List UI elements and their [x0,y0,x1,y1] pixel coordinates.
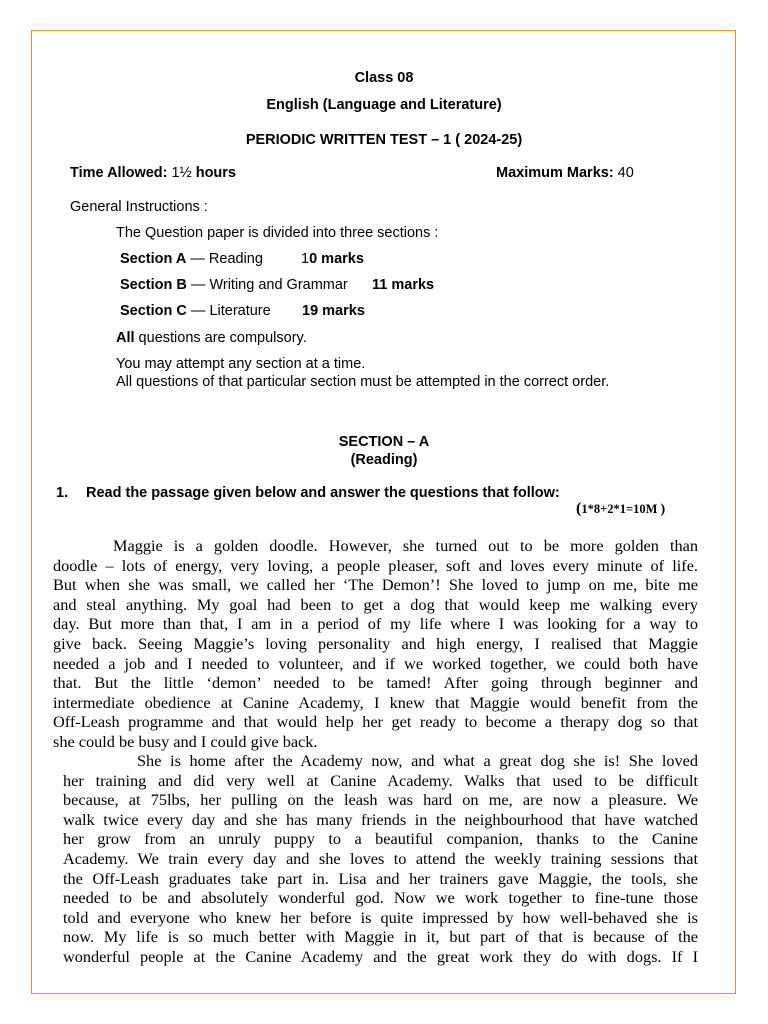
passage-line: the Off-Leash graduates take part in. Lisa and her trainers gave Maggie, the tools, she [63,868,698,888]
compulsory-text: questions are compulsory. [134,330,307,346]
maximum-marks [496,165,634,181]
section-c-marks [302,303,365,319]
test-title: PERIODIC WRITTEN TEST – 1 ( 2024-25) [245,132,523,148]
passage-line: walk twice every day and she has many friends in the neighbourhood that have watched [63,809,698,829]
passage-line: because, at 75lbs, her pulling on the leash was hard on me, are now a pleasure. We [63,790,698,810]
section-name: Section A [120,251,187,267]
section-topic: Reading [208,251,263,267]
passage-line: give back. Seeing Maggie’s loving personality and high energy, I realised that Maggie [53,633,698,653]
section-a-subtitle: (Reading) [350,452,418,468]
marks-value: 1*8+2*1=10M [581,502,658,516]
compulsory-note [116,330,307,346]
time-value: 1½ [167,165,196,181]
separator: — [186,251,209,267]
subject-heading: English (Language and Literature) [266,97,502,113]
class-heading: Class 08 [354,70,414,86]
passage-paragraph-1 [53,536,698,752]
section-name: Section B [120,277,187,293]
section-a-title: SECTION – A [338,434,430,450]
passage-line: Academy. We train every day and she loves to attend the weekly training sessions that [63,848,698,868]
passage-line: doodle – lots of energy, very loving, a people pleaser, soft and loves every minute of life. [53,555,698,575]
question-text: Read the passage given below and answer the questions that follow: [86,485,560,501]
general-instructions-title: General Instructions : [70,199,208,215]
attempt-note-1: You may attempt any section at a time. [116,356,366,372]
section-b-marks [372,277,434,293]
attempt-note-2: All questions of that particular section must be attempted in the correct order. [116,374,610,390]
time-allowed [70,165,236,181]
passage-line: her grow from an unruly puppy to a beautiful companion, thanks to the Canine [63,829,698,849]
passage-line: she could be busy and I could give back. [53,731,318,751]
marks-open-paren: ( [576,500,582,517]
time-label: Time Allowed: [70,165,168,181]
passage-line: intermediate obedience at Canine Academy, I knew that Maggie would benefit from the [53,692,698,712]
passage-line: now. My life is so much better with Maggie in it, but part of that is because of the [63,927,698,947]
marks-label: Maximum Marks: [496,165,614,181]
separator: — [186,277,210,293]
all-bold: All [116,330,135,346]
section-name: Section C [120,303,187,319]
section-marks: 19 marks [302,303,365,319]
passage-line: her training and did very well at Canine Academy. Walks that used to be difficult [63,770,698,790]
section-topic: Writing and Grammar [209,277,348,293]
separator: — [186,303,210,319]
marks-value: 40 [613,165,634,181]
passage-paragraph-2 [63,751,698,967]
section-marks: 11 marks [372,277,435,293]
marks-close-paren: ) [660,502,666,517]
marks-prefix: 1 [301,251,310,267]
section-b-row [120,277,348,293]
section-a-marks [301,251,364,267]
passage-line: She is home after the Academy now, and what a great dog she is! She loved [137,751,698,770]
time-unit: hours [195,165,236,181]
passage-line: that. But the little ‘demon’ needed to be tamed! After going through beginner and [53,673,698,693]
section-topic: Literature [209,303,271,319]
passage-line: needed to be and absolutely wonderful god. Now we work together to fine-tune those [63,888,698,908]
passage-line: and steal anything. My goal had been to get a dog that would keep me walking every [53,594,698,614]
passage-line: day. But more than that, I am in a period of my life where I was looking for a way to [53,614,698,634]
passage-line: But when she was small, we called her ‘The Demon’! She loved to jump on me, bite me [53,575,698,595]
question-number: 1. [56,485,69,501]
question-marks [576,500,665,518]
passage-line: told and everyone who knew her before is quite impressed by how well-behaved she is [63,907,698,927]
instructions-intro: The Question paper is divided into three sections : [116,225,439,241]
section-a-row [120,251,263,267]
section-marks: 0 marks [309,251,364,267]
passage-line: Maggie is a golden doodle. However, she turned out to be more golden than [113,536,698,555]
section-c-row [120,303,271,319]
passage-line: needed a job and I needed to volunteer, and if we worked together, we could both have [53,653,698,673]
passage-line: Off-Leash programme and that would help her get ready to become a therapy dog so that [53,712,698,732]
passage-line: wonderful people at the Canine Academy and the great work they do with dogs. If I [63,946,698,966]
